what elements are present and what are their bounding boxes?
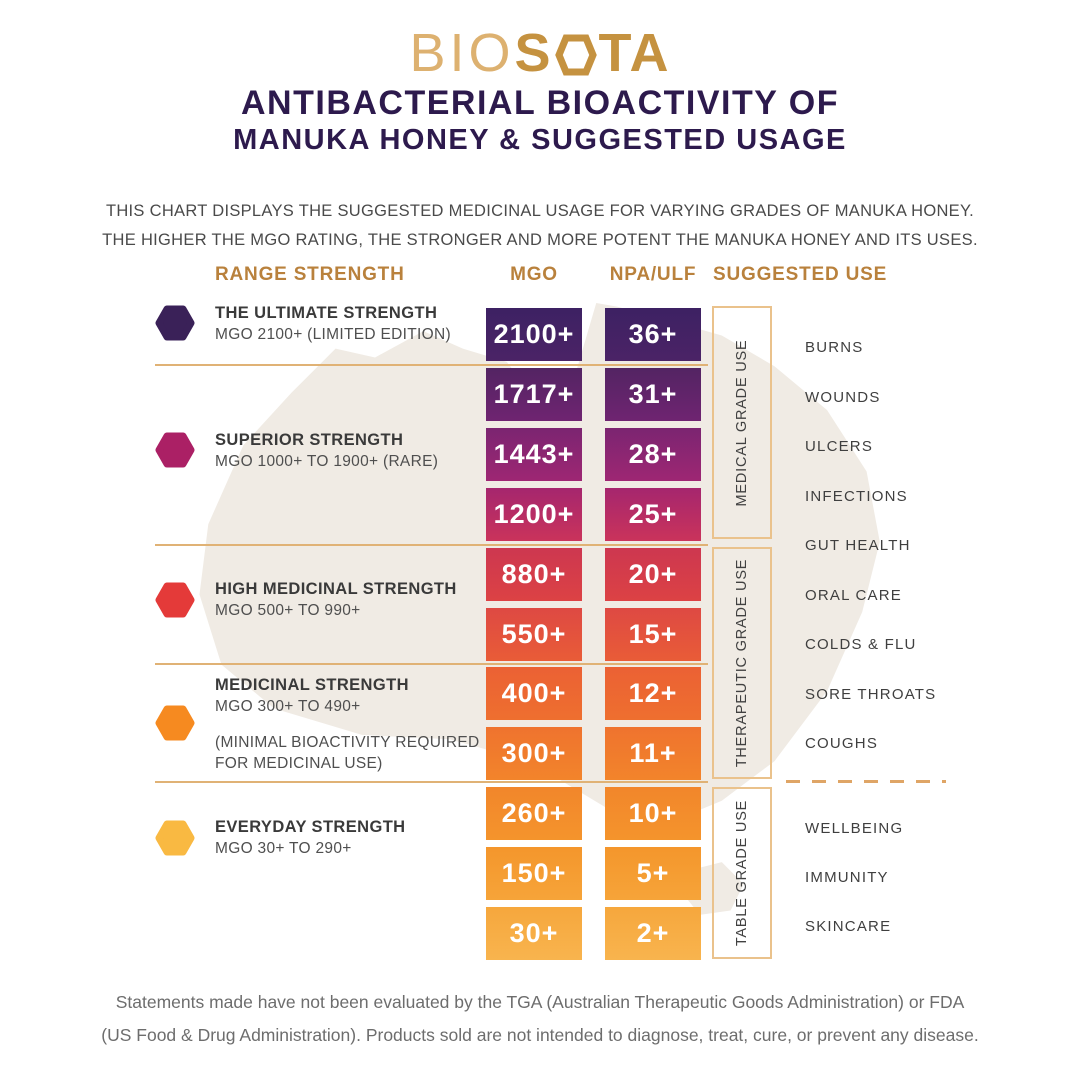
npa-ulf-value-box: 15+ (605, 608, 701, 661)
npa-ulf-value-box: 31+ (605, 368, 701, 421)
strength-group-detail: MGO 30+ TO 290+ (215, 840, 352, 857)
disclaimer-line2: (US Food & Drug Administration). Products sold are not intended to diagnose, treat, cure, or prevent any disease. (101, 1025, 979, 1045)
suggested-use-item: INFECTIONS (805, 488, 908, 505)
npa-ulf-value-box: 12+ (605, 667, 701, 720)
npa-ulf-value-box: 36+ (605, 308, 701, 361)
mgo-value-box: 1717+ (486, 368, 582, 421)
grade-section-label: TABLE GRADE USE (734, 799, 750, 947)
mgo-value-box: 300+ (486, 727, 582, 780)
mgo-value-box: 400+ (486, 667, 582, 720)
npa-ulf-value-box: 2+ (605, 907, 701, 960)
biosota-logo (0, 22, 1080, 84)
npa-ulf-value-box: 10+ (605, 787, 701, 840)
strength-group-detail: MGO 2100+ (LIMITED EDITION) (215, 326, 451, 343)
npa-ulf-value-box: 20+ (605, 548, 701, 601)
disclaimer-line1: Statements made have not been evaluated by the TGA (Australian Therapeutic Goods Administration) or FDA (115, 992, 965, 1012)
suggested-use-item: IMMUNITY (805, 869, 889, 886)
grade-section-bracket (712, 547, 772, 779)
strength-group-title: EVERYDAY STRENGTH (215, 818, 406, 836)
column-header-npa-ulf: NPA/ULF (609, 264, 697, 285)
section-divider-line (155, 663, 708, 665)
suggested-use-item: BURNS (805, 339, 864, 356)
mgo-value-box: 1200+ (486, 488, 582, 541)
grade-section-bracket (712, 306, 772, 539)
strength-group-detail: MGO 300+ TO 490+ (215, 698, 361, 715)
logo-text-ta: TA (598, 23, 671, 83)
suggested-use-item: WOUNDS (805, 389, 881, 406)
strength-group-note: (MINIMAL BIOACTIVITY REQUIRED FOR MEDICINAL USE) (215, 734, 480, 772)
mgo-value-box: 1443+ (486, 428, 582, 481)
page-title-line1: ANTIBACTERIAL BIOACTIVITY OF (241, 84, 839, 122)
page-title-line2: MANUKA HONEY & SUGGESTED USAGE (233, 124, 847, 156)
strength-group-title: THE ULTIMATE STRENGTH (215, 304, 438, 322)
column-header-mgo: MGO (510, 264, 558, 285)
suggested-use-item: COUGHS (805, 735, 879, 752)
dashed-divider-line (786, 780, 946, 783)
grade-section-bracket (712, 787, 772, 959)
suggested-use-item: SORE THROATS (805, 686, 937, 703)
section-divider-line (155, 781, 708, 783)
strength-hexagon-icon (155, 432, 195, 473)
strength-group-title: HIGH MEDICINAL STRENGTH (215, 580, 457, 598)
npa-ulf-value-box: 28+ (605, 428, 701, 481)
column-header-suggested-use: SUGGESTED USE (713, 264, 888, 285)
section-divider-line (155, 544, 708, 546)
suggested-use-item: SKINCARE (805, 918, 892, 935)
strength-hexagon-icon (155, 582, 195, 623)
strength-group-title: SUPERIOR STRENGTH (215, 431, 404, 449)
strength-group-detail: MGO 500+ TO 990+ (215, 602, 361, 619)
strength-group-title: MEDICINAL STRENGTH (215, 676, 409, 694)
npa-ulf-value-box: 25+ (605, 488, 701, 541)
mgo-value-box: 2100+ (486, 308, 582, 361)
mgo-value-box: 260+ (486, 787, 582, 840)
strength-group-label (215, 431, 505, 471)
grade-section-label: MEDICAL GRADE USE (734, 339, 750, 506)
logo-hexagon-o-icon (555, 33, 597, 77)
logo-text-s: S (514, 23, 553, 83)
column-header-range-strength: RANGE STRENGTH (215, 264, 405, 285)
mgo-value-box: 150+ (486, 847, 582, 900)
suggested-use-item: GUT HEALTH (805, 537, 911, 554)
strength-group-label (215, 818, 505, 858)
section-divider-line (155, 364, 708, 366)
strength-group-detail: MGO 1000+ TO 1900+ (RARE) (215, 453, 439, 470)
logo-text-bio: BIO (409, 23, 515, 83)
suggested-use-item: ORAL CARE (805, 587, 902, 604)
suggested-use-item: COLDS & FLU (805, 636, 917, 653)
suggested-use-item: WELLBEING (805, 820, 904, 837)
mgo-value-box: 30+ (486, 907, 582, 960)
mgo-value-box: 550+ (486, 608, 582, 661)
strength-hexagon-icon (155, 705, 195, 746)
strength-hexagon-icon (155, 820, 195, 861)
grade-section-label: THERAPEUTIC GRADE USE (734, 558, 750, 768)
strength-hexagon-icon (155, 305, 195, 346)
intro-line1: THIS CHART DISPLAYS THE SUGGESTED MEDICINAL USAGE FOR VARYING GRADES OF MANUKA HONEY. (105, 202, 975, 220)
npa-ulf-value-box: 5+ (605, 847, 701, 900)
suggested-use-item: ULCERS (805, 438, 874, 455)
npa-ulf-value-box: 11+ (605, 727, 701, 780)
intro-line2: THE HIGHER THE MGO RATING, THE STRONGER AND MORE POTENT THE MANUKA HONEY AND ITS USES. (102, 231, 978, 249)
strength-group-label (215, 304, 505, 344)
strength-group-label (215, 580, 505, 620)
disclaimer-text (0, 986, 1080, 1052)
intro-text (0, 197, 1080, 255)
strength-group-label (215, 676, 505, 774)
mgo-value-box: 880+ (486, 548, 582, 601)
